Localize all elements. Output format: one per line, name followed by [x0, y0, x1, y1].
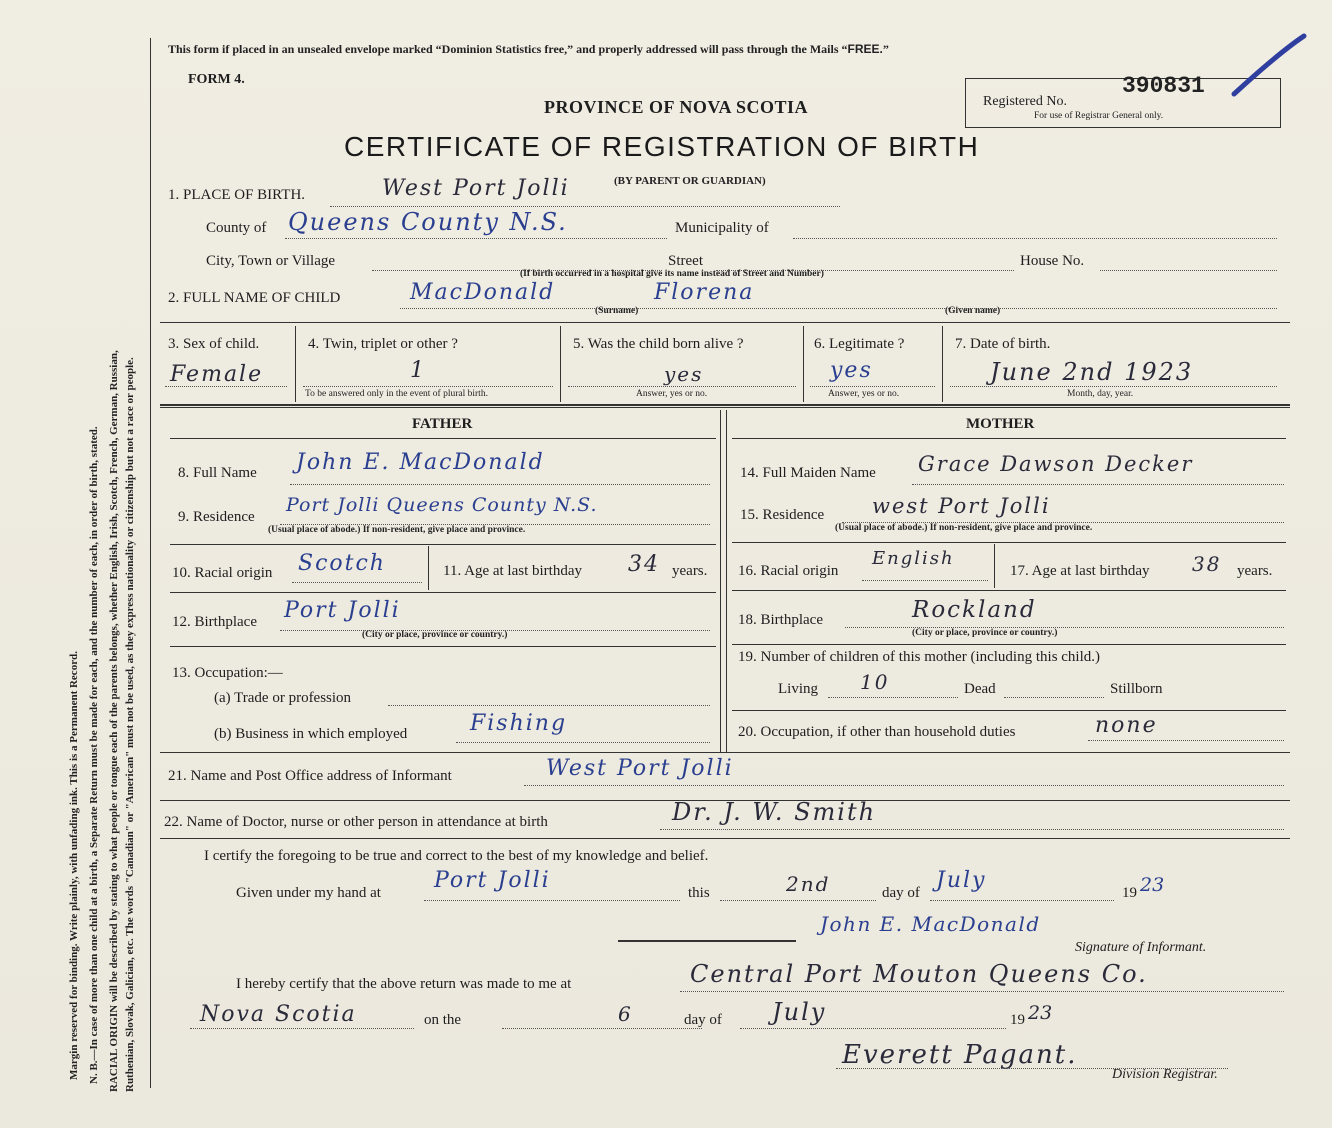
- mother-residence-label: 15. Residence: [740, 507, 825, 523]
- father-residence-note: (Usual place of abode.) If non-resident, give place and province.: [268, 525, 526, 535]
- informant-line: [524, 785, 1284, 786]
- margin-note-4: Ruthenian, Slovak, Galician, etc. The words "Canadian" or "American" must not be used, as they express nationality or citizenship but not a race or people.: [124, 357, 136, 1092]
- mother-racial-value: English: [872, 548, 955, 569]
- by-parent-note: (BY PARENT OR GUARDIAN): [614, 175, 766, 187]
- sex-line: [165, 386, 287, 387]
- left-border: [150, 38, 151, 1088]
- registrar-day-line: [502, 1028, 702, 1029]
- house-no-label: House No.: [1020, 253, 1085, 269]
- date-of-birth-value: June 2nd 1923: [990, 358, 1194, 386]
- mother-rule-2: [732, 590, 1286, 591]
- registered-number: 390831: [1122, 73, 1205, 99]
- certify-day-line: [720, 900, 876, 901]
- municipality-label: Municipality of: [675, 220, 769, 236]
- mother-age-unit: years.: [1237, 563, 1273, 579]
- father-name-line: [290, 484, 710, 485]
- registrar-place-2-value: Nova Scotia: [200, 1002, 357, 1027]
- informant-label: 21. Name and Post Office address of Informant: [168, 768, 452, 784]
- house-line: [1100, 270, 1277, 271]
- surname-caption: (Surname): [595, 306, 639, 316]
- row3-divider-3: [803, 326, 804, 402]
- occupation-label: 13. Occupation:—: [172, 665, 283, 681]
- alive-label: 5. Was the child born alive ?: [573, 336, 744, 352]
- twin-line: [303, 386, 553, 387]
- margin-note-2: N. B.—In case of more than one child at a birth, a Separate Return must be made for each, and the number of each, in order of birth, stated.: [88, 426, 100, 1084]
- margin-note-1: Margin reserved for binding. Write plainly, with unfading ink. This is a Permanent Record.: [68, 651, 80, 1080]
- mother-birthplace-note: (City or place, province or country.): [912, 628, 1058, 638]
- alive-note: Answer, yes or no.: [636, 389, 708, 399]
- legitimate-label: 6. Legitimate ?: [814, 336, 905, 352]
- margin-note-3: RACIAL ORIGIN will be described by stating to what people or tongue each of the parents belongs, whether English, Irish, Scotch, French, German, Russian,: [108, 350, 120, 1092]
- mother-birthplace-label: 18. Birthplace: [738, 612, 823, 628]
- child-given-name: Florena: [654, 280, 755, 305]
- registrar-place-2-line: [190, 1028, 414, 1029]
- father-age-value: 34: [628, 552, 660, 577]
- mother-racial-label: 16. Racial origin: [738, 563, 839, 579]
- mother-age-value: 38: [1192, 552, 1222, 576]
- living-label: Living: [778, 681, 818, 697]
- father-age-unit: years.: [672, 563, 708, 579]
- date-line: [950, 386, 1277, 387]
- sex-value: Female: [170, 362, 264, 387]
- mother-heading-rule: [732, 438, 1286, 439]
- registrar-statement: I hereby certify that the above return was made to me at: [236, 976, 572, 992]
- mother-rule-1: [732, 542, 1286, 543]
- father-rule-3: [170, 646, 716, 647]
- father-heading-rule: [170, 438, 716, 439]
- mother-occupation-label: 20. Occupation, if other than household duties: [738, 724, 1016, 740]
- divider-parents-top-2: [160, 407, 1290, 408]
- divider-parents-top: [160, 404, 1290, 406]
- twin-value: 1: [410, 358, 426, 383]
- father-heading: FATHER: [412, 416, 473, 432]
- mother-birthplace-line: [845, 627, 1284, 628]
- registrar-signature-caption: Division Registrar.: [1112, 1067, 1218, 1082]
- trade-label: (a) Trade or profession: [214, 690, 352, 706]
- city-label: City, Town or Village: [206, 253, 336, 269]
- county-label: County of: [206, 220, 267, 236]
- mother-heading: MOTHER: [966, 416, 1035, 432]
- given-name-caption: (Given name): [945, 306, 1001, 316]
- divider-row3-top: [160, 322, 1290, 323]
- child-name-line: [400, 308, 1277, 309]
- date-note: Month, day, year.: [1067, 389, 1134, 399]
- alive-value: yes: [664, 362, 704, 386]
- county-value: Queens County N.S.: [288, 208, 568, 236]
- mother-residence-value: west Port Jolli: [872, 494, 1051, 518]
- mother-birthplace-value: Rockland: [912, 597, 1037, 623]
- given-under-label: Given under my hand at: [236, 885, 381, 901]
- mother-age-label: 17. Age at last birthday: [1010, 563, 1150, 579]
- this-label: this: [688, 885, 710, 901]
- doctor-value: Dr. J. W. Smith: [672, 798, 877, 826]
- father-rule-2: [170, 592, 716, 593]
- stillborn-label: Stillborn: [1110, 681, 1163, 697]
- children-count-label: 19. Number of children of this mother (including this child.): [738, 649, 1101, 665]
- certify-month-line: [930, 900, 1114, 901]
- certify-year-suffix: 23: [1140, 874, 1165, 896]
- given-place-value: Port Jolli: [434, 868, 551, 893]
- registrar-year-prefix: 19: [1010, 1012, 1025, 1028]
- legitimate-line: [810, 386, 935, 387]
- parents-divider-2: [726, 410, 727, 752]
- father-racial-divider: [428, 546, 429, 590]
- form-number: FORM 4.: [188, 72, 245, 87]
- doctor-label: 22. Name of Doctor, nurse or other person in attendance at birth: [164, 814, 548, 830]
- place-of-birth-label: 1. PLACE OF BIRTH.: [168, 187, 306, 203]
- father-racial-value: Scotch: [298, 551, 386, 576]
- child-name-label: 2. FULL NAME OF CHILD: [168, 290, 341, 306]
- mother-racial-line: [862, 580, 988, 581]
- father-rule-1: [170, 544, 716, 545]
- father-birthplace-value: Port Jolli: [284, 598, 401, 623]
- mother-name-value: Grace Dawson Decker: [918, 452, 1194, 476]
- province-heading: PROVINCE OF NOVA SCOTIA: [544, 97, 809, 117]
- given-place-line: [424, 900, 680, 901]
- signature-rule: [618, 940, 796, 942]
- informant-signature-caption: Signature of Informant.: [1075, 940, 1207, 955]
- row3-divider-2: [560, 326, 561, 402]
- mother-rule-3: [732, 644, 1286, 645]
- mail-notice-close: ”: [882, 42, 889, 56]
- on-the-label: on the: [424, 1012, 462, 1028]
- hospital-note: (If birth occurred in a hospital give its name instead of Street and Number): [520, 269, 824, 279]
- legitimate-note: Answer, yes or no.: [828, 389, 900, 399]
- father-racial-line: [292, 582, 422, 583]
- registrar-month-line: [740, 1028, 1006, 1029]
- father-name-label: 8. Full Name: [178, 465, 257, 481]
- mother-occupation-value: none: [1095, 713, 1158, 738]
- certify-day-value: 2nd: [786, 872, 831, 896]
- row3-divider-1: [295, 326, 296, 402]
- certificate-title: CERTIFICATE OF REGISTRATION OF BIRTH: [344, 131, 980, 162]
- street-label: Street: [668, 253, 703, 269]
- mother-residence-note: (Usual place of abode.) If non-resident, give place and province.: [835, 523, 1093, 533]
- mail-notice-text: This form if placed in an unsealed envelope marked “Dominion Statistics free,” and properly addressed will pass through the Mails “: [168, 42, 848, 56]
- county-line: [285, 238, 667, 239]
- parents-divider-1: [720, 410, 721, 752]
- twin-note: To be answered only in the event of plural birth.: [305, 389, 488, 399]
- registered-label: Registered No.: [983, 94, 1067, 109]
- living-line: [828, 697, 958, 698]
- mother-racial-divider: [994, 544, 995, 588]
- certify-year-prefix: 19: [1122, 885, 1137, 901]
- certify-day-of-label: day of: [882, 885, 920, 901]
- registrar-place-value: Central Port Mouton Queens Co.: [690, 960, 1148, 988]
- place-of-birth-value: West Port Jolli: [382, 176, 570, 201]
- mother-occupation-line: [1088, 740, 1284, 741]
- trade-line: [388, 705, 710, 706]
- father-racial-label: 10. Racial origin: [172, 565, 273, 581]
- business-label: (b) Business in which employed: [214, 726, 408, 742]
- doctor-line: [660, 829, 1284, 830]
- twin-label: 4. Twin, triplet or other ?: [308, 336, 458, 352]
- father-age-label: 11. Age at last birthday: [443, 563, 582, 579]
- father-name-value: John E. MacDonald: [296, 450, 545, 475]
- sex-label: 3. Sex of child.: [168, 336, 260, 352]
- registrar-day-value: 6: [618, 1002, 633, 1026]
- mother-rule-4: [732, 710, 1286, 711]
- certify-month-value: July: [936, 868, 987, 893]
- dead-line: [1004, 697, 1104, 698]
- living-value: 10: [860, 670, 890, 694]
- father-birthplace-note: (City or place, province or country.): [362, 630, 508, 640]
- alive-line: [568, 386, 796, 387]
- father-birthplace-label: 12. Birthplace: [172, 614, 257, 630]
- place-line: [330, 206, 840, 207]
- mail-notice: [168, 42, 889, 57]
- row3-divider-4: [942, 326, 943, 402]
- mail-notice-free: FREE.: [847, 42, 883, 56]
- informant-value: West Port Jolli: [546, 756, 734, 781]
- registrar-use-note: For use of Registrar General only.: [1034, 111, 1164, 121]
- child-surname: MacDonald: [410, 280, 556, 305]
- registrar-day-of-label: day of: [684, 1012, 722, 1028]
- divider-certify-top: [160, 838, 1290, 839]
- registrar-month-value: July: [772, 998, 827, 1026]
- father-residence-value: Port Jolli Queens County N.S.: [286, 494, 598, 516]
- pen-stroke-mark: [1228, 32, 1308, 102]
- divider-informant-top: [160, 752, 1290, 753]
- certify-statement: I certify the foregoing to be true and correct to the best of my knowledge and belief.: [204, 848, 709, 864]
- mother-name-line: [912, 484, 1284, 485]
- business-value: Fishing: [470, 711, 568, 736]
- father-residence-label: 9. Residence: [178, 509, 255, 525]
- informant-signature: John E. MacDonald: [820, 912, 1041, 936]
- date-of-birth-label: 7. Date of birth.: [955, 336, 1051, 352]
- legitimate-value: yes: [830, 358, 873, 383]
- registrar-year-suffix: 23: [1028, 1002, 1053, 1024]
- registrar-signature: Everett Pagant.: [842, 1040, 1078, 1070]
- mother-name-label: 14. Full Maiden Name: [740, 465, 876, 481]
- registrar-place-line: [680, 991, 1284, 992]
- business-line: [456, 742, 710, 743]
- municipality-line: [793, 238, 1277, 239]
- dead-label: Dead: [964, 681, 996, 697]
